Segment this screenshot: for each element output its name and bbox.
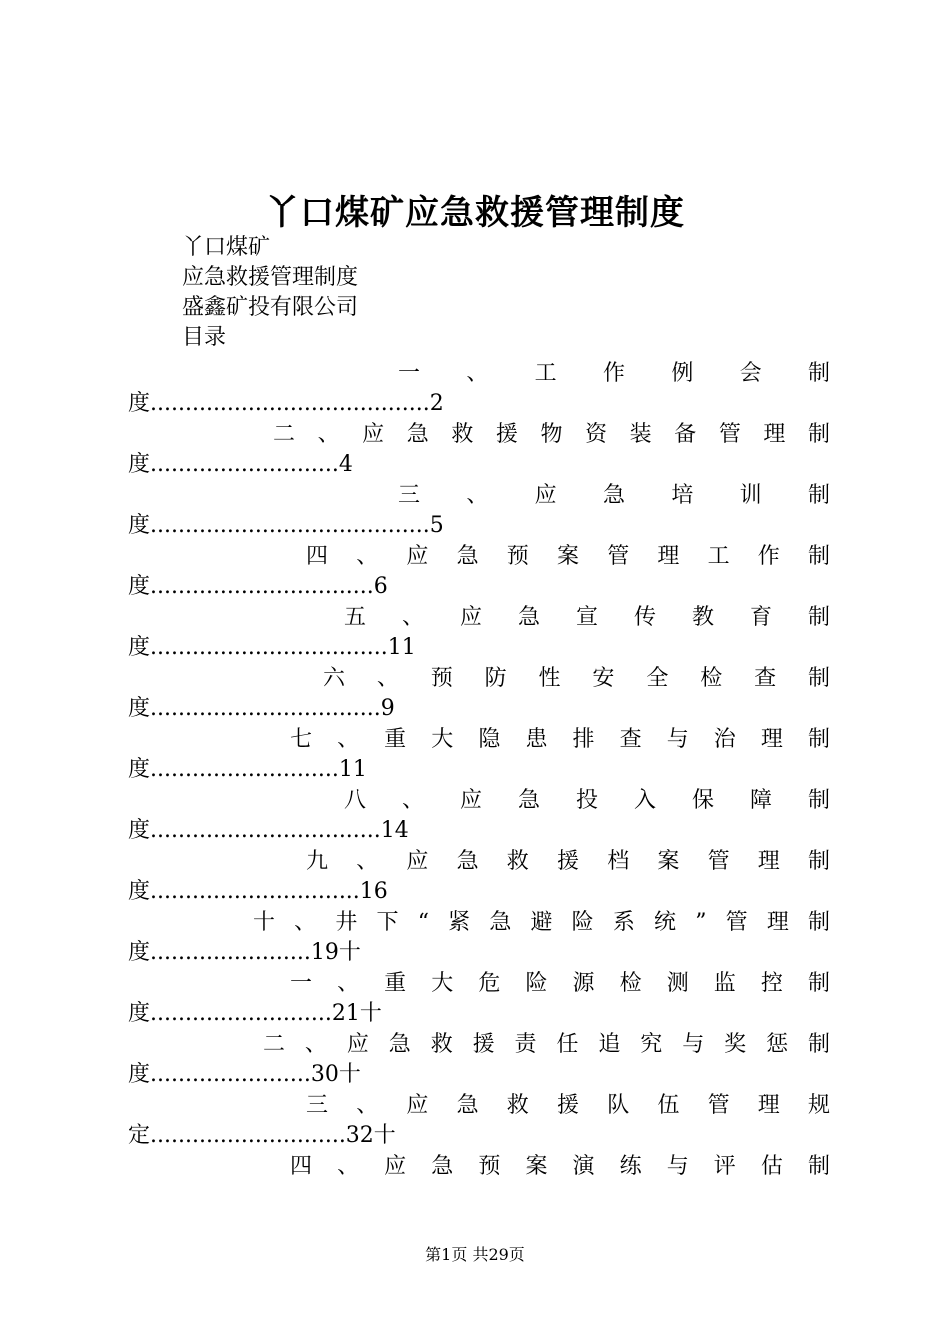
toc-entry-tail: 度........................................2 — [128, 391, 444, 416]
toc-entry-head: 八、应急投入保障制 — [344, 788, 830, 813]
toc-entry-tail: 度.................................14 — [128, 818, 409, 843]
document-title: 丫口煤矿应急救援管理制度 — [265, 193, 685, 233]
toc-entry — [128, 542, 830, 603]
toc-entry-tail: 定............................32十 — [128, 1123, 396, 1148]
toc-entry — [128, 725, 830, 786]
toc-entry-head: 四、应急预案演练与评估制 — [290, 1154, 830, 1179]
toc-entry-tail: 度........................................5 — [128, 513, 444, 538]
toc-entry-head: 二、应急救援物资装备管理制 — [273, 422, 830, 447]
toc-entry-tail: 度..............................16 — [128, 879, 388, 904]
intro-line-mine: 丫口煤矿 — [182, 235, 271, 260]
intro-line-system: 应急救援管理制度 — [182, 265, 359, 290]
toc-entry-tail: 度.......................19十 — [128, 940, 361, 965]
toc-entry-head: 三、应急救援队伍管理规 — [306, 1093, 830, 1118]
toc-entry — [128, 664, 830, 725]
toc-entry — [128, 908, 830, 969]
toc-entry-tail: 度..................................11 — [128, 635, 416, 660]
toc-entry-tail: 度...........................11 — [128, 757, 367, 782]
toc-entry-head: 一、重大危险源检测监控制 — [290, 971, 830, 996]
toc-entry-head: 十、井下“紧急避险系统”管理制 — [253, 910, 830, 935]
toc-entry — [128, 969, 830, 1030]
toc-entry-head: 七、重大隐患排查与治理制 — [290, 727, 830, 752]
toc-entry — [128, 603, 830, 664]
toc-entry-head: 四、应急预案管理工作制 — [306, 544, 830, 569]
toc-entry-tail: 度................................6 — [128, 574, 388, 599]
toc-entry-tail: 度.................................9 — [128, 696, 395, 721]
toc-entry-head: 二、应急救援责任追究与奖惩制 — [263, 1032, 830, 1057]
toc-entry-tail: 度...........................4 — [128, 452, 353, 477]
toc-entry-head: 一、工作例会制 — [398, 361, 830, 386]
toc-entry — [128, 786, 830, 847]
toc-entry-head: 三、应急培训制 — [398, 483, 830, 508]
intro-line-company: 盛鑫矿投有限公司 — [182, 295, 359, 320]
intro-block — [182, 233, 358, 353]
toc-entry — [128, 1152, 830, 1213]
toc-entry-head: 六、预防性安全检查制 — [323, 666, 830, 691]
toc-entry — [128, 1091, 830, 1152]
toc-entry — [128, 847, 830, 908]
toc-entry — [128, 1030, 830, 1091]
toc-entry — [128, 481, 830, 542]
page-footer: 第1页 共29页 — [425, 1245, 525, 1264]
intro-line-contents: 目录 — [182, 325, 227, 350]
toc-entry-tail: 度.......................30十 — [128, 1062, 361, 1087]
toc-entry — [128, 359, 830, 420]
toc-entry — [128, 420, 830, 481]
toc-entry-head: 五、应急宣传教育制 — [344, 605, 830, 630]
toc-entry-tail: 度..........................21十 — [128, 1001, 382, 1026]
table-of-contents — [128, 359, 830, 1213]
toc-entry-head: 九、应急救援档案管理制 — [306, 849, 830, 874]
